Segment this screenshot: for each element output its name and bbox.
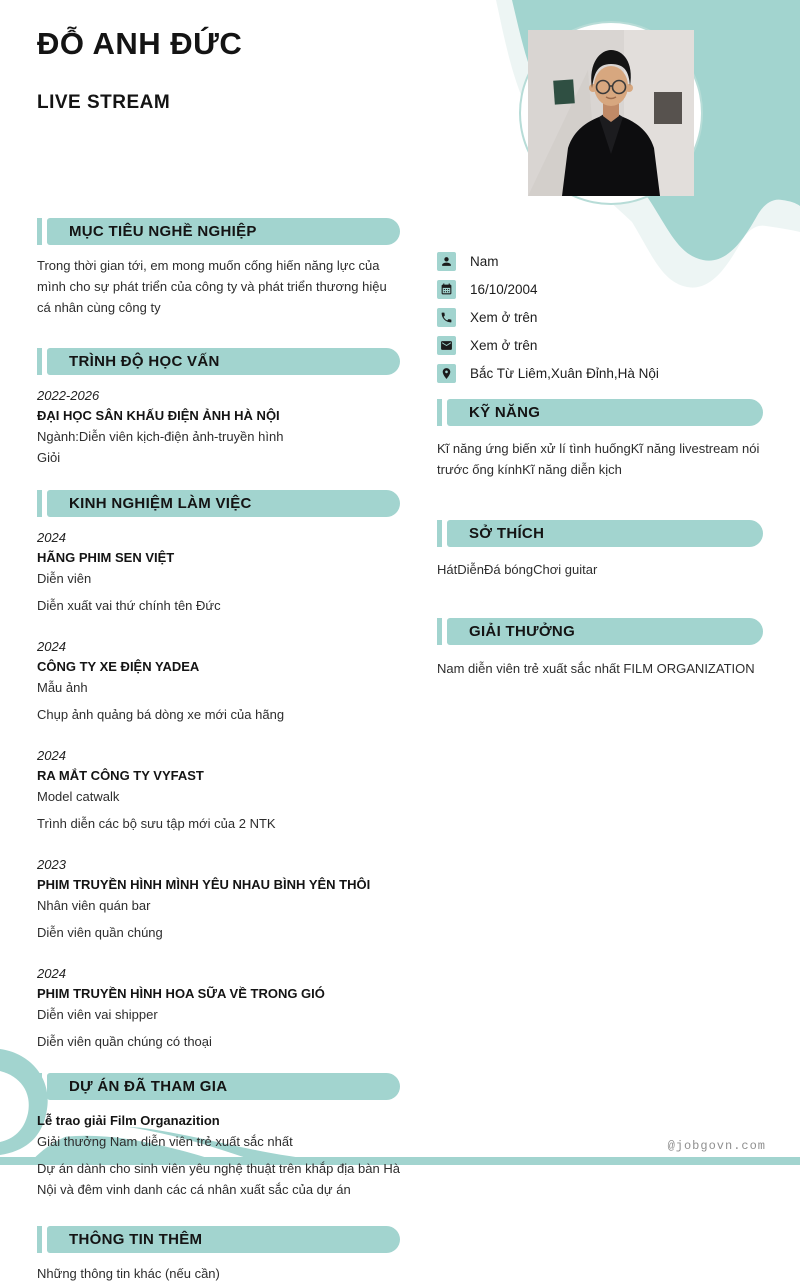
experience-company: HÃNG PHIM SEN VIỆT — [37, 550, 175, 565]
left-column — [37, 218, 400, 1284]
experience-desc: Diễn viên quần chúng — [37, 925, 163, 940]
project-line2: Dự án dành cho sinh viên yêu nghệ thuật trên khắp địa bàn Hà Nội và đêm vinh danh các cá nhân xuất sắc của dự án — [37, 1161, 400, 1197]
objective-text: Trong thời gian tới, em mong muốn cống hiến năng lực của mình cho sự phát triển của công ty và phát triển thương hiệu cá nhân cùng công ty — [37, 258, 387, 315]
section-title-skills: KỸ NĂNG — [447, 399, 763, 426]
contact-list — [437, 252, 763, 383]
section-accent-bar — [37, 218, 42, 245]
profile-photo — [528, 30, 694, 196]
skills-text: Kĩ năng ứng biến xử lí tình huốngKĩ năng livestream nói trước ống kínhKĩ năng diễn kịch — [437, 441, 760, 477]
phone-icon — [437, 308, 456, 327]
education-school: ĐẠI HỌC SÂN KHẤU ĐIỆN ẢNH HÀ NỘI — [37, 408, 280, 423]
experience-role: Diễn viên — [37, 571, 92, 586]
email-icon — [437, 336, 456, 355]
right-column — [437, 252, 763, 679]
section-header-projects — [37, 1073, 400, 1100]
additional-text: Những thông tin khác (nếu cần) — [37, 1266, 220, 1281]
section-title-projects: DỰ ÁN ĐÃ THAM GIA — [47, 1073, 400, 1100]
section-header-experience — [37, 490, 400, 517]
section-accent-bar — [37, 348, 42, 375]
header — [37, 26, 497, 114]
education-entry — [37, 386, 400, 468]
section-header-skills — [437, 399, 763, 426]
project-line1: Giải thưởng Nam diễn viên trẻ xuất sắc nhất — [37, 1134, 293, 1149]
contact-value: Nam — [470, 254, 499, 269]
awards-text: Nam diễn viên trẻ xuất sắc nhất FILM ORGANIZATION — [437, 661, 755, 676]
experience-entry — [37, 746, 400, 834]
experience-year: 2023 — [37, 857, 66, 872]
experience-entry — [37, 528, 400, 616]
experience-entry — [37, 964, 400, 1052]
experience-desc: Chụp ảnh quảng bá dòng xe mới của hãng — [37, 707, 285, 722]
experience-desc: Diễn xuất vai thứ chính tên Đức — [37, 598, 221, 613]
section-header-awards — [437, 618, 763, 645]
section-title-education: TRÌNH ĐỘ HỌC VẤN — [47, 348, 400, 375]
contact-row-email — [437, 336, 763, 355]
education-grade: Giỏi — [37, 450, 61, 465]
section-title-hobbies: SỞ THÍCH — [447, 520, 763, 547]
watermark: @jobgovn.com — [667, 1139, 766, 1153]
section-header-education — [37, 348, 400, 375]
experience-role: Mẫu ảnh — [37, 680, 88, 695]
contact-row-gender — [437, 252, 763, 271]
contact-value: Xem ở trên — [470, 338, 538, 353]
education-major: Ngành:Diễn viên kịch-điện ảnh-truyền hình — [37, 429, 284, 444]
hobbies-text: HátDiễnĐá bóngChơi guitar — [437, 562, 598, 577]
contact-row-birthdate — [437, 280, 763, 299]
experience-role: Model catwalk — [37, 789, 120, 804]
experience-entry — [37, 855, 400, 943]
experience-company: PHIM TRUYỀN HÌNH HOA SỮA VỀ TRONG GIÓ — [37, 986, 325, 1001]
section-accent-bar — [37, 490, 42, 517]
section-header-objective — [37, 218, 400, 245]
education-period: 2022-2026 — [37, 388, 100, 403]
candidate-name: ĐỖ ANH ĐỨC — [37, 26, 243, 61]
person-icon — [437, 252, 456, 271]
section-title-experience: KINH NGHIỆM LÀM VIỆC — [47, 490, 400, 517]
experience-company: RA MẮT CÔNG TY VYFAST — [37, 768, 204, 783]
contact-row-phone — [437, 308, 763, 327]
project-entry — [37, 1111, 400, 1200]
experience-year: 2024 — [37, 639, 66, 654]
contact-value: Bắc Từ Liêm,Xuân Đỉnh,Hà Nội — [470, 366, 659, 381]
experience-entry — [37, 637, 400, 725]
experience-role: Diễn viên vai shipper — [37, 1007, 158, 1022]
section-accent-bar — [37, 1226, 42, 1253]
section-title-objective: MỤC TIÊU NGHỀ NGHIỆP — [47, 218, 400, 245]
section-title-additional: THÔNG TIN THÊM — [47, 1226, 400, 1253]
experience-desc: Trình diễn các bộ sưu tập mới của 2 NTK — [37, 816, 276, 831]
section-accent-bar — [437, 520, 442, 547]
section-title-awards: GIẢI THƯỞNG — [447, 618, 763, 645]
experience-desc: Diễn viên quần chúng có thoại — [37, 1034, 212, 1049]
section-accent-bar — [437, 399, 442, 426]
experience-company: PHIM TRUYỀN HÌNH MÌNH YÊU NHAU BÌNH YÊN THÔI — [37, 877, 371, 892]
section-header-additional — [37, 1226, 400, 1253]
experience-role: Nhân viên quán bar — [37, 898, 151, 913]
experience-year: 2024 — [37, 748, 66, 763]
calendar-icon — [437, 280, 456, 299]
job-title: LIVE STREAM — [37, 92, 171, 113]
experience-year: 2024 — [37, 966, 66, 981]
location-icon — [437, 364, 456, 383]
experience-year: 2024 — [37, 530, 66, 545]
experience-company: CÔNG TY XE ĐIỆN YADEA — [37, 659, 200, 674]
portrait-illustration — [528, 30, 694, 196]
contact-row-address — [437, 364, 763, 383]
project-heading: Lễ trao giải Film Organazition — [37, 1113, 220, 1128]
section-header-hobbies — [437, 520, 763, 547]
section-accent-bar — [37, 1073, 42, 1100]
contact-value: 16/10/2004 — [470, 282, 538, 297]
contact-value: Xem ở trên — [470, 310, 538, 325]
section-accent-bar — [437, 618, 442, 645]
